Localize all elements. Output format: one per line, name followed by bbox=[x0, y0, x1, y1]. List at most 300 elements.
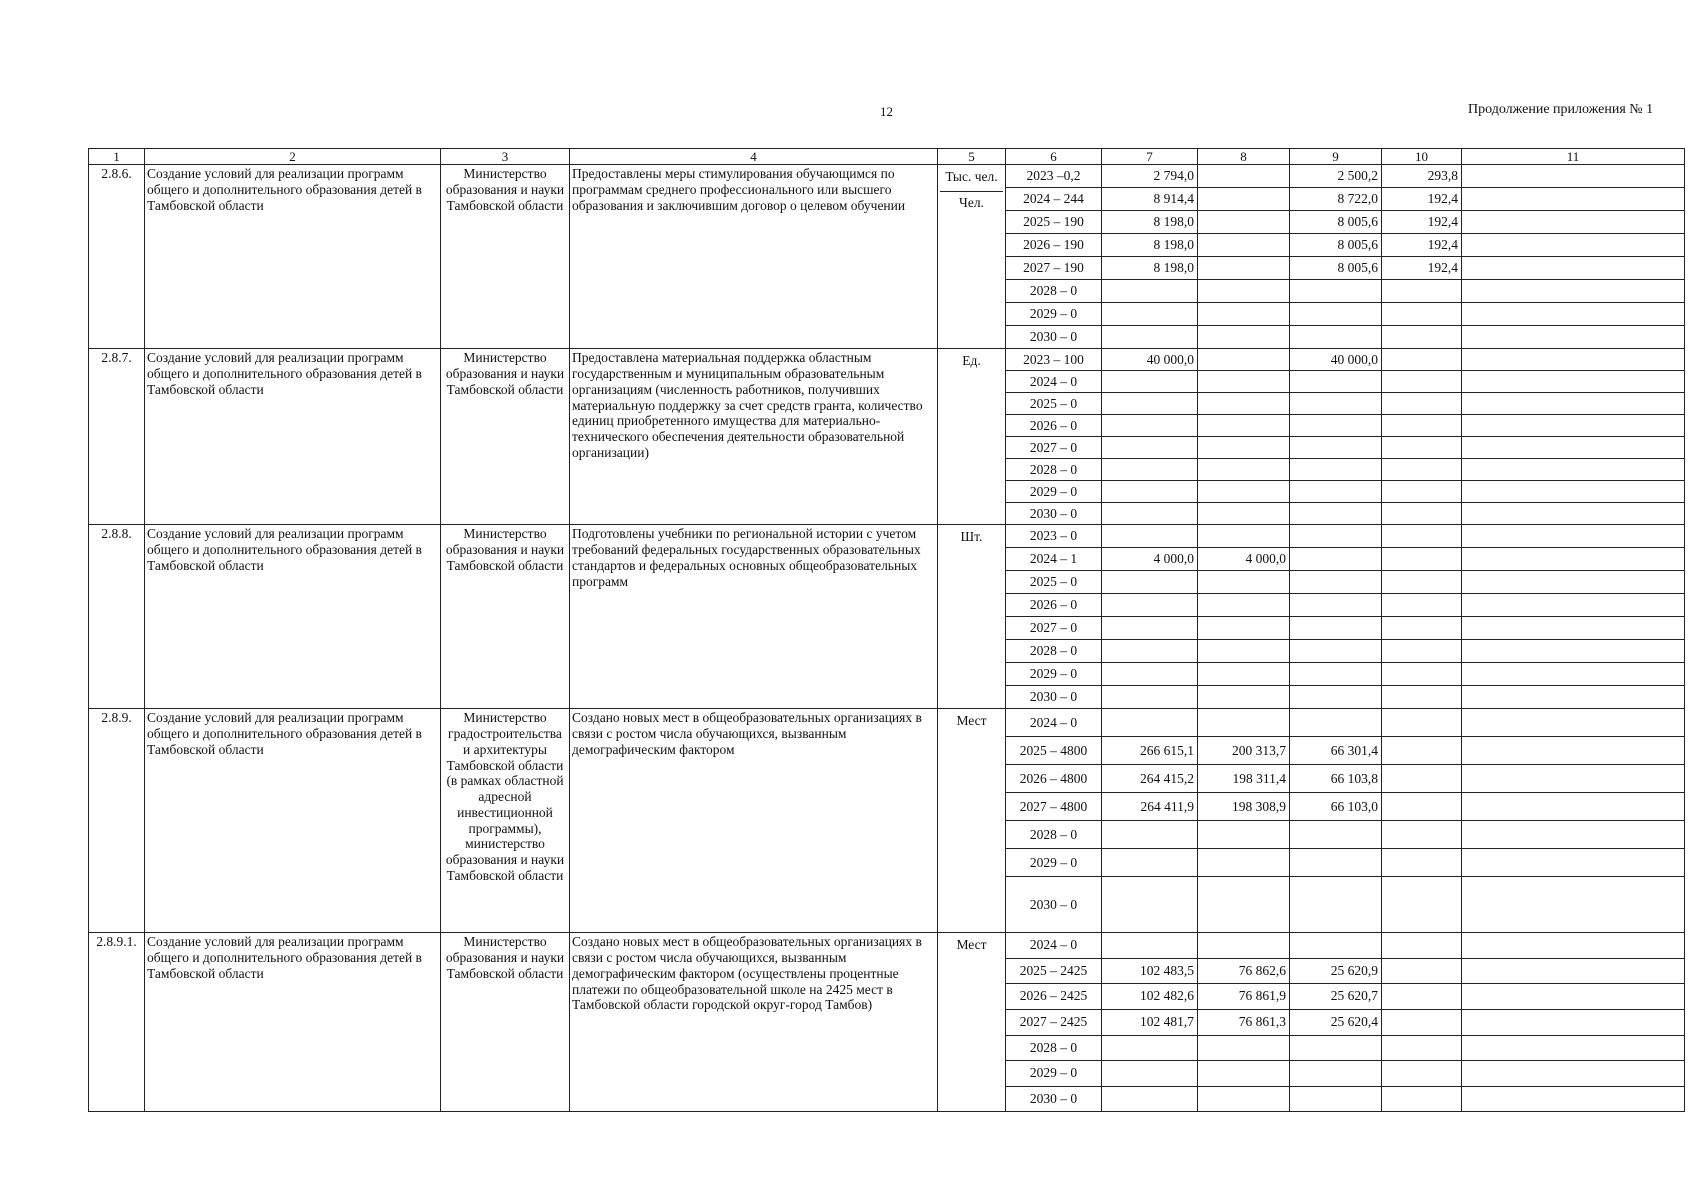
col7-value bbox=[1102, 1036, 1197, 1062]
year-value: 2027 – 4800 bbox=[1006, 793, 1101, 821]
col10-value bbox=[1382, 349, 1461, 371]
year-value: 2026 – 0 bbox=[1006, 415, 1101, 437]
col9-value: 2 500,2 bbox=[1290, 165, 1381, 188]
col7-value bbox=[1102, 663, 1197, 686]
col11-value bbox=[1462, 709, 1684, 737]
col10-value: 293,8 bbox=[1382, 165, 1461, 188]
col10-value bbox=[1382, 437, 1461, 459]
col10-value bbox=[1382, 686, 1461, 708]
header-col-5: 5 bbox=[938, 149, 1006, 165]
col9-value bbox=[1290, 686, 1381, 708]
executor: Министерство образования и науки Тамбовской области bbox=[441, 349, 570, 525]
year-value: 2027 – 190 bbox=[1006, 257, 1101, 280]
col10-value: 192,4 bbox=[1382, 234, 1461, 257]
col9-value bbox=[1290, 1036, 1381, 1062]
col11-value bbox=[1462, 1087, 1684, 1112]
col10-value bbox=[1382, 663, 1461, 686]
year-value: 2026 – 0 bbox=[1006, 594, 1101, 617]
year-value: 2028 – 0 bbox=[1006, 640, 1101, 663]
measure-name: Создание условий для реализации программ общего и дополнительного образования детей в Тамбовской области bbox=[145, 525, 441, 709]
col7-value: 102 481,7 bbox=[1102, 1010, 1197, 1036]
col7-value bbox=[1102, 481, 1197, 503]
continuation-label: Продолжение приложения № 1 bbox=[1468, 102, 1654, 117]
col7-value: 102 483,5 bbox=[1102, 959, 1197, 985]
col9-value: 66 103,8 bbox=[1290, 765, 1381, 793]
year-value: 2030 – 0 bbox=[1029, 506, 1078, 522]
year-value: 2023 – 0 bbox=[1006, 525, 1101, 548]
table-row bbox=[89, 165, 1685, 349]
col9-value bbox=[1290, 933, 1381, 959]
year-value: 2028 – 0 bbox=[1006, 1036, 1101, 1062]
col8-value bbox=[1198, 303, 1289, 326]
col8-value bbox=[1198, 877, 1289, 932]
col11-value bbox=[1462, 415, 1684, 437]
col8-value bbox=[1198, 437, 1289, 459]
col9-value bbox=[1290, 415, 1381, 437]
col7-value bbox=[1102, 571, 1197, 594]
col9-value: 66 103,0 bbox=[1290, 793, 1381, 821]
col9-value bbox=[1290, 849, 1381, 877]
col11-value bbox=[1462, 1036, 1684, 1062]
row-number: 2.8.6. bbox=[89, 165, 145, 349]
col10-value bbox=[1382, 393, 1461, 415]
col11-value bbox=[1462, 188, 1684, 211]
col10-value bbox=[1382, 415, 1461, 437]
program-table bbox=[88, 148, 1685, 1112]
col10-value bbox=[1382, 737, 1461, 765]
col11-value bbox=[1462, 280, 1684, 303]
col11-value bbox=[1462, 437, 1684, 459]
header-col-3: 3 bbox=[441, 149, 570, 165]
col11-value bbox=[1462, 849, 1684, 877]
col10-value bbox=[1382, 877, 1461, 932]
executor: Министерство образования и науки Тамбовской области bbox=[441, 165, 570, 349]
header-col-2: 2 bbox=[145, 149, 441, 165]
col7-value bbox=[1102, 594, 1197, 617]
col7-value bbox=[1102, 303, 1197, 326]
col7-value bbox=[1102, 459, 1197, 481]
year-value: 2027 – 0 bbox=[1006, 617, 1101, 640]
year-value: 2024 – 1 bbox=[1006, 548, 1101, 571]
col8-value bbox=[1198, 525, 1289, 548]
col9-cell bbox=[1290, 709, 1382, 933]
col8-value bbox=[1198, 234, 1289, 257]
col11-value bbox=[1462, 686, 1684, 708]
col8-cell bbox=[1198, 709, 1290, 933]
col11-cell bbox=[1462, 525, 1685, 709]
col11-value bbox=[1462, 326, 1684, 348]
col10-value: 192,4 bbox=[1382, 211, 1461, 234]
col8-value bbox=[1198, 393, 1289, 415]
col9-value: 25 620,4 bbox=[1290, 1010, 1381, 1036]
col8-value bbox=[1198, 211, 1289, 234]
col9-cell bbox=[1290, 165, 1382, 349]
col7-value: 4 000,0 bbox=[1102, 548, 1197, 571]
year-value: 2024 – 0 bbox=[1006, 709, 1101, 737]
header-col-1: 1 bbox=[89, 149, 145, 165]
col9-value bbox=[1290, 877, 1381, 932]
col8-value bbox=[1198, 481, 1289, 503]
col7-value bbox=[1102, 371, 1197, 393]
col11-value bbox=[1462, 393, 1684, 415]
col8-value bbox=[1198, 594, 1289, 617]
year-value: 2029 – 0 bbox=[1006, 303, 1101, 326]
col10-value bbox=[1382, 548, 1461, 571]
col10-value bbox=[1382, 709, 1461, 737]
header-col-4: 4 bbox=[570, 149, 938, 165]
year-value: 2025 – 0 bbox=[1006, 393, 1101, 415]
col10-value bbox=[1382, 503, 1461, 524]
col11-value bbox=[1462, 663, 1684, 686]
col7-value bbox=[1102, 525, 1197, 548]
years-cell bbox=[1006, 933, 1102, 1112]
col10-value bbox=[1382, 481, 1461, 503]
col11-value bbox=[1462, 548, 1684, 571]
header-col-9: 9 bbox=[1290, 149, 1382, 165]
col11-cell bbox=[1462, 165, 1685, 349]
year-value: 2024 – 0 bbox=[1006, 933, 1101, 959]
col7-cell bbox=[1102, 709, 1198, 933]
col7-cell bbox=[1102, 525, 1198, 709]
col11-value bbox=[1462, 257, 1684, 280]
col9-cell bbox=[1290, 933, 1382, 1112]
unit-cell bbox=[938, 165, 1006, 349]
col9-value: 8 005,6 bbox=[1290, 211, 1381, 234]
row-number: 2.8.9. bbox=[89, 709, 145, 933]
col7-value bbox=[1102, 849, 1197, 877]
col9-value: 25 620,9 bbox=[1290, 959, 1381, 985]
header-row bbox=[89, 149, 1685, 165]
col10-value bbox=[1382, 765, 1461, 793]
unit-cell bbox=[938, 933, 1006, 1112]
unit-label: Мест bbox=[956, 713, 987, 729]
col8-value bbox=[1198, 617, 1289, 640]
col7-value bbox=[1102, 326, 1197, 348]
col8-value bbox=[1198, 257, 1289, 280]
col10-cell bbox=[1382, 709, 1462, 933]
col10-value bbox=[1382, 303, 1461, 326]
year-value: 2027 – 2425 bbox=[1006, 1010, 1101, 1036]
year-value: 2029 – 0 bbox=[1006, 663, 1101, 686]
col11-value bbox=[1462, 1061, 1684, 1087]
col11-value bbox=[1462, 933, 1684, 959]
col10-value bbox=[1382, 280, 1461, 303]
col7-value bbox=[1102, 933, 1197, 959]
col8-value: 76 862,6 bbox=[1198, 959, 1289, 985]
year-value: 2027 – 0 bbox=[1006, 437, 1101, 459]
col8-value bbox=[1198, 349, 1289, 371]
col9-value bbox=[1290, 709, 1381, 737]
col10-value bbox=[1382, 1061, 1461, 1087]
unit-cell bbox=[938, 349, 1006, 525]
col7-value bbox=[1102, 640, 1197, 663]
col10-value bbox=[1382, 371, 1461, 393]
col7-value: 8 198,0 bbox=[1102, 257, 1197, 280]
col9-value: 40 000,0 bbox=[1290, 349, 1381, 371]
result-description: Предоставлена материальная поддержка областным государственным и муниципальным образовательным организациям (численность работников, получивших материальную поддержку за счет средств гранта, количество единиц приобретенного имущества для материально-технического обеспечения деятельности образовательной организации) bbox=[570, 349, 938, 525]
result-description: Предоставлены меры стимулирования обучающимся по программам среднего профессионального или высшего образования и заключившим договор о целевом обучении bbox=[570, 165, 938, 349]
col10-value bbox=[1382, 459, 1461, 481]
year-value: 2029 – 0 bbox=[1006, 1061, 1101, 1087]
year-value: 2023 – 100 bbox=[1006, 349, 1101, 371]
col8-value bbox=[1198, 933, 1289, 959]
year-value: 2030 – 0 bbox=[1029, 897, 1078, 913]
col11-value bbox=[1462, 793, 1684, 821]
col9-value bbox=[1290, 1087, 1381, 1112]
year-value: 2030 – 0 bbox=[1029, 329, 1078, 345]
col9-value bbox=[1290, 821, 1381, 849]
unit-label: Чел. bbox=[959, 194, 984, 210]
table-row bbox=[89, 709, 1685, 933]
col9-value: 8 005,6 bbox=[1290, 234, 1381, 257]
col8-value bbox=[1198, 415, 1289, 437]
result-description: Создано новых мест в общеобразовательных организациях в связи с ростом числа обучающихся, вызванным демографическим фактором (осуществлены процентные платежи по общеобразовательной школе на 2425 мест в Тамбовской области городской округ-город Тамбов) bbox=[570, 933, 938, 1112]
col9-cell bbox=[1290, 525, 1382, 709]
col8-value bbox=[1198, 1036, 1289, 1062]
col10-value bbox=[1382, 571, 1461, 594]
col9-value bbox=[1290, 571, 1381, 594]
year-value: 2024 – 0 bbox=[1006, 371, 1101, 393]
col7-value bbox=[1102, 280, 1197, 303]
year-value: 2028 – 0 bbox=[1006, 459, 1101, 481]
year-value: 2024 – 244 bbox=[1006, 188, 1101, 211]
col8-cell bbox=[1198, 933, 1290, 1112]
col7-cell bbox=[1102, 349, 1198, 525]
col8-value bbox=[1198, 165, 1289, 188]
col11-value bbox=[1462, 165, 1684, 188]
measure-name: Создание условий для реализации программ общего и дополнительного образования детей в Тамбовской области bbox=[145, 349, 441, 525]
col10-value bbox=[1382, 821, 1461, 849]
col8-value: 4 000,0 bbox=[1198, 548, 1289, 571]
col9-value bbox=[1290, 594, 1381, 617]
years-cell bbox=[1006, 709, 1102, 933]
col11-value bbox=[1462, 737, 1684, 765]
col10-value bbox=[1382, 1087, 1461, 1112]
col10-cell bbox=[1382, 525, 1462, 709]
col7-value: 264 415,2 bbox=[1102, 765, 1197, 793]
col11-cell bbox=[1462, 709, 1685, 933]
years-cell bbox=[1006, 165, 1102, 349]
row-number: 2.8.8. bbox=[89, 525, 145, 709]
col10-value bbox=[1382, 849, 1461, 877]
col8-value: 76 861,9 bbox=[1198, 984, 1289, 1010]
header-col-6: 6 bbox=[1006, 149, 1102, 165]
col10-value bbox=[1382, 326, 1461, 348]
year-value: 2025 – 2425 bbox=[1006, 959, 1101, 985]
col8-cell bbox=[1198, 525, 1290, 709]
col8-cell bbox=[1198, 165, 1290, 349]
col10-cell bbox=[1382, 933, 1462, 1112]
year-value: 2025 – 0 bbox=[1006, 571, 1101, 594]
col7-value: 266 615,1 bbox=[1102, 737, 1197, 765]
col8-value: 200 313,7 bbox=[1198, 737, 1289, 765]
year-value: 2026 – 2425 bbox=[1006, 984, 1101, 1010]
table-row bbox=[89, 933, 1685, 1112]
col11-value bbox=[1462, 640, 1684, 663]
col10-value bbox=[1382, 525, 1461, 548]
col8-value bbox=[1198, 188, 1289, 211]
year-value: 2030 – 0 bbox=[1029, 1090, 1078, 1106]
year-value: 2025 – 190 bbox=[1006, 211, 1101, 234]
col8-value bbox=[1198, 326, 1289, 348]
header-col-8: 8 bbox=[1198, 149, 1290, 165]
col10-value: 192,4 bbox=[1382, 257, 1461, 280]
col10-value bbox=[1382, 640, 1461, 663]
col7-value bbox=[1102, 686, 1197, 708]
col11-value bbox=[1462, 959, 1684, 985]
year-value: 2023 –0,2 bbox=[1006, 165, 1101, 188]
col11-value bbox=[1462, 481, 1684, 503]
unit-cell bbox=[938, 525, 1006, 709]
col11-value bbox=[1462, 617, 1684, 640]
col11-value bbox=[1462, 234, 1684, 257]
col9-value bbox=[1290, 663, 1381, 686]
col8-value bbox=[1198, 459, 1289, 481]
table-row bbox=[89, 349, 1685, 525]
col7-value bbox=[1102, 393, 1197, 415]
col8-value bbox=[1198, 849, 1289, 877]
year-value: 2028 – 0 bbox=[1006, 280, 1101, 303]
col11-value bbox=[1462, 984, 1684, 1010]
col8-value bbox=[1198, 686, 1289, 708]
executor: Министерство градостроительства и архитектуры Тамбовской области (в рамках областной адресной инвестиционной программы), министерство образования и науки Тамбовской области bbox=[441, 709, 570, 933]
col9-value: 66 301,4 bbox=[1290, 737, 1381, 765]
unit-label: Ед. bbox=[962, 353, 981, 369]
unit-label: Тыс. чел. bbox=[940, 166, 1003, 192]
header-col-10: 10 bbox=[1382, 149, 1462, 165]
year-value: 2029 – 0 bbox=[1006, 849, 1101, 877]
col9-value bbox=[1290, 481, 1381, 503]
col9-value bbox=[1290, 525, 1381, 548]
col7-value: 40 000,0 bbox=[1102, 349, 1197, 371]
col10-cell bbox=[1382, 349, 1462, 525]
col11-value bbox=[1462, 303, 1684, 326]
col8-value: 198 308,9 bbox=[1198, 793, 1289, 821]
years-cell bbox=[1006, 525, 1102, 709]
measure-name: Создание условий для реализации программ общего и дополнительного образования детей в Тамбовской области bbox=[145, 165, 441, 349]
col10-value bbox=[1382, 793, 1461, 821]
col7-value: 102 482,6 bbox=[1102, 984, 1197, 1010]
result-description: Подготовлены учебники по региональной истории с учетом требований федеральных государственных образовательных стандартов и федеральных основных общеобразовательных программ bbox=[570, 525, 938, 709]
col9-value bbox=[1290, 503, 1381, 524]
executor: Министерство образования и науки Тамбовской области bbox=[441, 933, 570, 1112]
col10-cell bbox=[1382, 165, 1462, 349]
col9-value bbox=[1290, 371, 1381, 393]
col9-value bbox=[1290, 280, 1381, 303]
years-cell bbox=[1006, 349, 1102, 525]
result-description: Создано новых мест в общеобразовательных организациях в связи с ростом числа обучающихся, вызванным демографическим фактором bbox=[570, 709, 938, 933]
col8-value bbox=[1198, 1087, 1289, 1112]
unit-label: Мест bbox=[956, 937, 987, 953]
col8-value bbox=[1198, 371, 1289, 393]
table-row bbox=[89, 525, 1685, 709]
col7-value bbox=[1102, 821, 1197, 849]
col11-cell bbox=[1462, 933, 1685, 1112]
col9-value bbox=[1290, 459, 1381, 481]
col11-cell bbox=[1462, 349, 1685, 525]
col7-value bbox=[1102, 437, 1197, 459]
executor: Министерство образования и науки Тамбовской области bbox=[441, 525, 570, 709]
col10-value bbox=[1382, 1010, 1461, 1036]
col7-value bbox=[1102, 877, 1197, 932]
col7-cell bbox=[1102, 165, 1198, 349]
col9-value bbox=[1290, 326, 1381, 348]
col11-value bbox=[1462, 211, 1684, 234]
col9-value bbox=[1290, 303, 1381, 326]
col9-value bbox=[1290, 548, 1381, 571]
col11-value bbox=[1462, 503, 1684, 524]
col7-value: 8 198,0 bbox=[1102, 234, 1197, 257]
col11-value bbox=[1462, 877, 1684, 932]
row-number: 2.8.9.1. bbox=[89, 933, 145, 1112]
unit-label: Шт. bbox=[960, 529, 983, 545]
col7-value bbox=[1102, 1087, 1197, 1112]
col7-value: 8 914,4 bbox=[1102, 188, 1197, 211]
col8-value bbox=[1198, 1061, 1289, 1087]
col9-value bbox=[1290, 617, 1381, 640]
col7-value bbox=[1102, 617, 1197, 640]
col7-value: 2 794,0 bbox=[1102, 165, 1197, 188]
col9-value: 8 722,0 bbox=[1290, 188, 1381, 211]
col8-value bbox=[1198, 663, 1289, 686]
col10-value bbox=[1382, 984, 1461, 1010]
col10-value bbox=[1382, 959, 1461, 985]
col9-value: 25 620,7 bbox=[1290, 984, 1381, 1010]
col11-value bbox=[1462, 525, 1684, 548]
col10-value bbox=[1382, 594, 1461, 617]
measure-name: Создание условий для реализации программ общего и дополнительного образования детей в Тамбовской области bbox=[145, 933, 441, 1112]
col7-value bbox=[1102, 415, 1197, 437]
col11-value bbox=[1462, 459, 1684, 481]
col10-value bbox=[1382, 933, 1461, 959]
col11-value bbox=[1462, 371, 1684, 393]
year-value: 2025 – 4800 bbox=[1006, 737, 1101, 765]
year-value: 2026 – 4800 bbox=[1006, 765, 1101, 793]
col8-value bbox=[1198, 571, 1289, 594]
header-col-7: 7 bbox=[1102, 149, 1198, 165]
col9-value bbox=[1290, 437, 1381, 459]
year-value: 2028 – 0 bbox=[1006, 821, 1101, 849]
col11-value bbox=[1462, 349, 1684, 371]
col11-value bbox=[1462, 594, 1684, 617]
col8-value bbox=[1198, 503, 1289, 524]
col7-value bbox=[1102, 709, 1197, 737]
col8-value bbox=[1198, 709, 1289, 737]
col8-value: 198 311,4 bbox=[1198, 765, 1289, 793]
measure-name: Создание условий для реализации программ общего и дополнительного образования детей в Тамбовской области bbox=[145, 709, 441, 933]
col9-value: 8 005,6 bbox=[1290, 257, 1381, 280]
col10-value bbox=[1382, 617, 1461, 640]
col9-cell bbox=[1290, 349, 1382, 525]
col8-value bbox=[1198, 821, 1289, 849]
col9-value bbox=[1290, 393, 1381, 415]
col8-cell bbox=[1198, 349, 1290, 525]
col9-value bbox=[1290, 640, 1381, 663]
col11-value bbox=[1462, 1010, 1684, 1036]
col11-value bbox=[1462, 765, 1684, 793]
col10-value: 192,4 bbox=[1382, 188, 1461, 211]
col7-cell bbox=[1102, 933, 1198, 1112]
row-number: 2.8.7. bbox=[89, 349, 145, 525]
page-number: 12 bbox=[880, 104, 893, 119]
col9-value bbox=[1290, 1061, 1381, 1087]
header-col-11: 11 bbox=[1462, 149, 1685, 165]
col7-value: 8 198,0 bbox=[1102, 211, 1197, 234]
col7-value bbox=[1102, 1061, 1197, 1087]
col11-value bbox=[1462, 821, 1684, 849]
year-value: 2026 – 190 bbox=[1006, 234, 1101, 257]
col8-value bbox=[1198, 280, 1289, 303]
